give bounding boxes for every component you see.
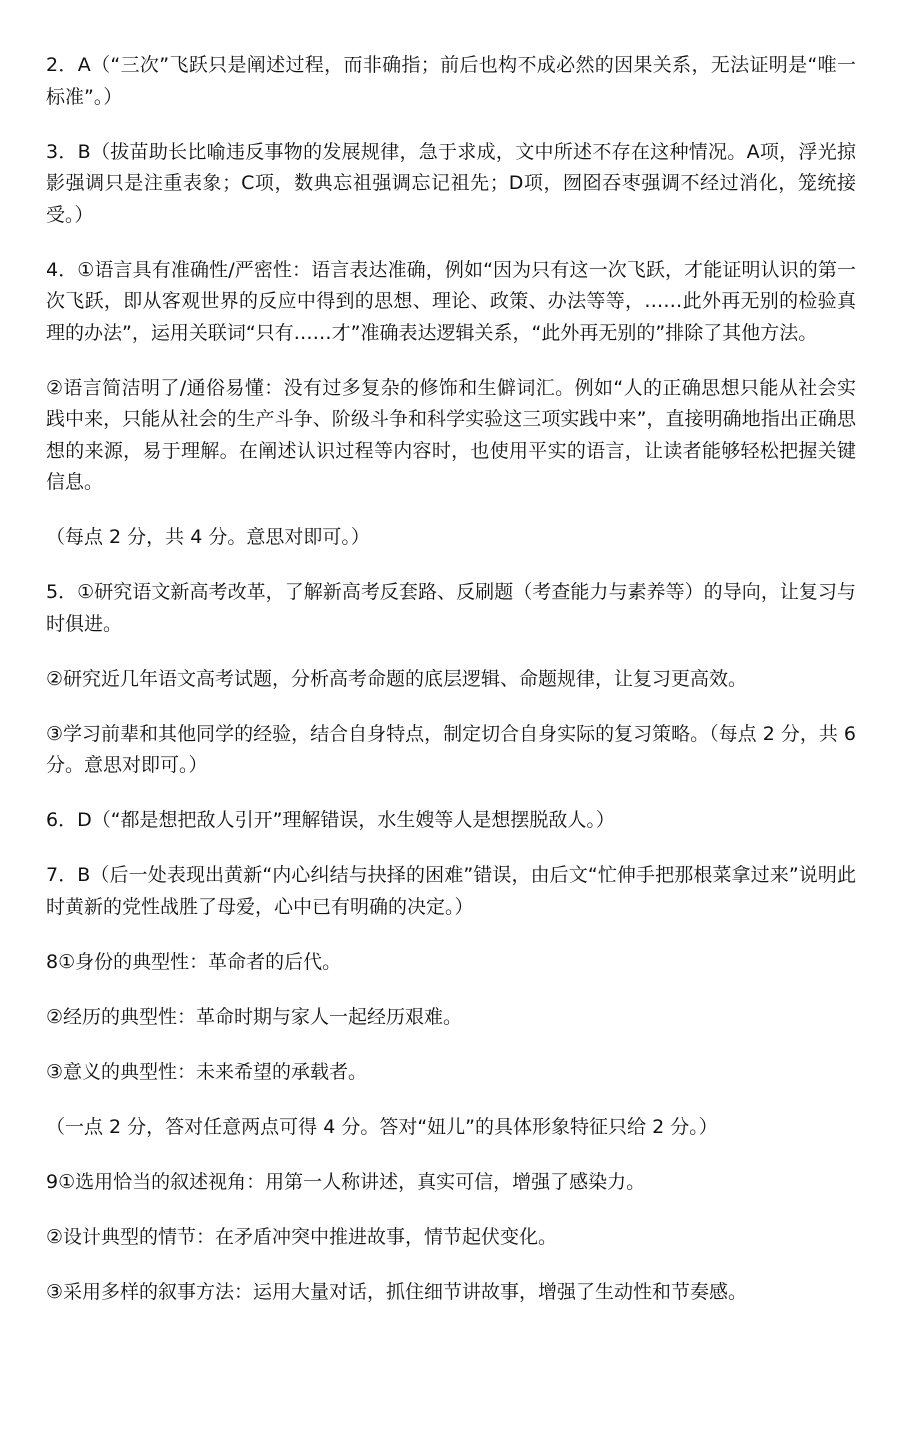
answer-6: 6．D（“都是想把敌人引开”理解错误，水生嫂等人是想摆脱敌人。） [46,809,615,831]
answer-8-point-3: ③意义的典型性：未来希望的承载者。 [46,1060,368,1083]
answer-5-point-3: ③学习前辈和其他同学的经验，结合自身特点，制定切合自身实际的复习策略。（每点 2 分，共 6 分。意思对即可。） [46,722,856,776]
answer-4-point-2: ②语言简洁明了/通俗易懂：没有过多复杂的修饰和生僻词汇。例如“人的正确思想只能从社会实践中来，只能从社会的生产斗争、阶级斗争和科学实验这三项实践中来”，直接明确地指出正确思想的来源，易于理解。在阐述认识过程等内容时，也使用平实的语言，让读者能够轻松把握关键信息。 [46,376,856,493]
answer-7: 7．B（后一处表现出黄新“内心纠结与抉择的困难”错误，由后文“忙伸手把那根菜拿过来”说明此时黄新的党性战胜了母爱，心中已有明确的决定。） [46,864,856,918]
answer-4-point-1: 4．①语言具有准确性/严密性：语言表达准确，例如“因为只有这一次飞跃，才能证明认识的第一次飞跃，即从客观世界的反应中得到的思想、理论、政策、办法等等，……此外再无别的检验真理的办法”，运用关联词“只有……才”准确表达逻辑关系，“此外再无别的”排除了其他方法。 [46,258,856,344]
answer-9-point-1: 9①选用恰当的叙述视角：用第一人称讲述，真实可信，增强了感染力。 [46,1170,646,1193]
answer-2: 2．A（“三次”飞跃只是阐述过程，而非确指；前后也构不成必然的因果关系，无法证明是“唯一标准”。） [46,54,856,108]
answer-8-point-1: 8①身份的典型性：革命者的后代。 [46,950,342,973]
answer-9-point-2: ②设计典型的情节：在矛盾冲突中推进故事，情节起伏变化。 [46,1225,558,1248]
answer-document [46,50,856,1332]
answer-3: 3．B（拔苗助长比喻违反事物的发展规律，急于求成，文中所述不存在这种情况。A项，浮光掠影强调只是注重表象；C项，数典忘祖强调忘记祖先；D项，囫囵吞枣强调不经过消化，笼统接受。） [46,140,856,226]
answer-9-point-3: ③采用多样的叙事方法：运用大量对话，抓住细节讲故事，增强了生动性和节奏感。 [46,1280,748,1303]
answer-5-point-1: 5．①研究语文新高考改革，了解新高考反套路、反刷题（考查能力与素养等）的导向，让复习与时俱进。 [46,581,856,635]
answer-8-scoring: （一点 2 分，答对任意两点可得 4 分。答对“妞儿”的具体形象特征只给 2 分。） [46,1115,718,1138]
answer-8-point-2: ②经历的典型性：革命时期与家人一起经历艰难。 [46,1005,463,1028]
answer-5-point-2: ②研究近几年语文高考试题，分析高考命题的底层逻辑、命题规律，让复习更高效。 [46,667,748,690]
answer-4-scoring: （每点 2 分，共 4 分。意思对即可。） [46,526,370,548]
